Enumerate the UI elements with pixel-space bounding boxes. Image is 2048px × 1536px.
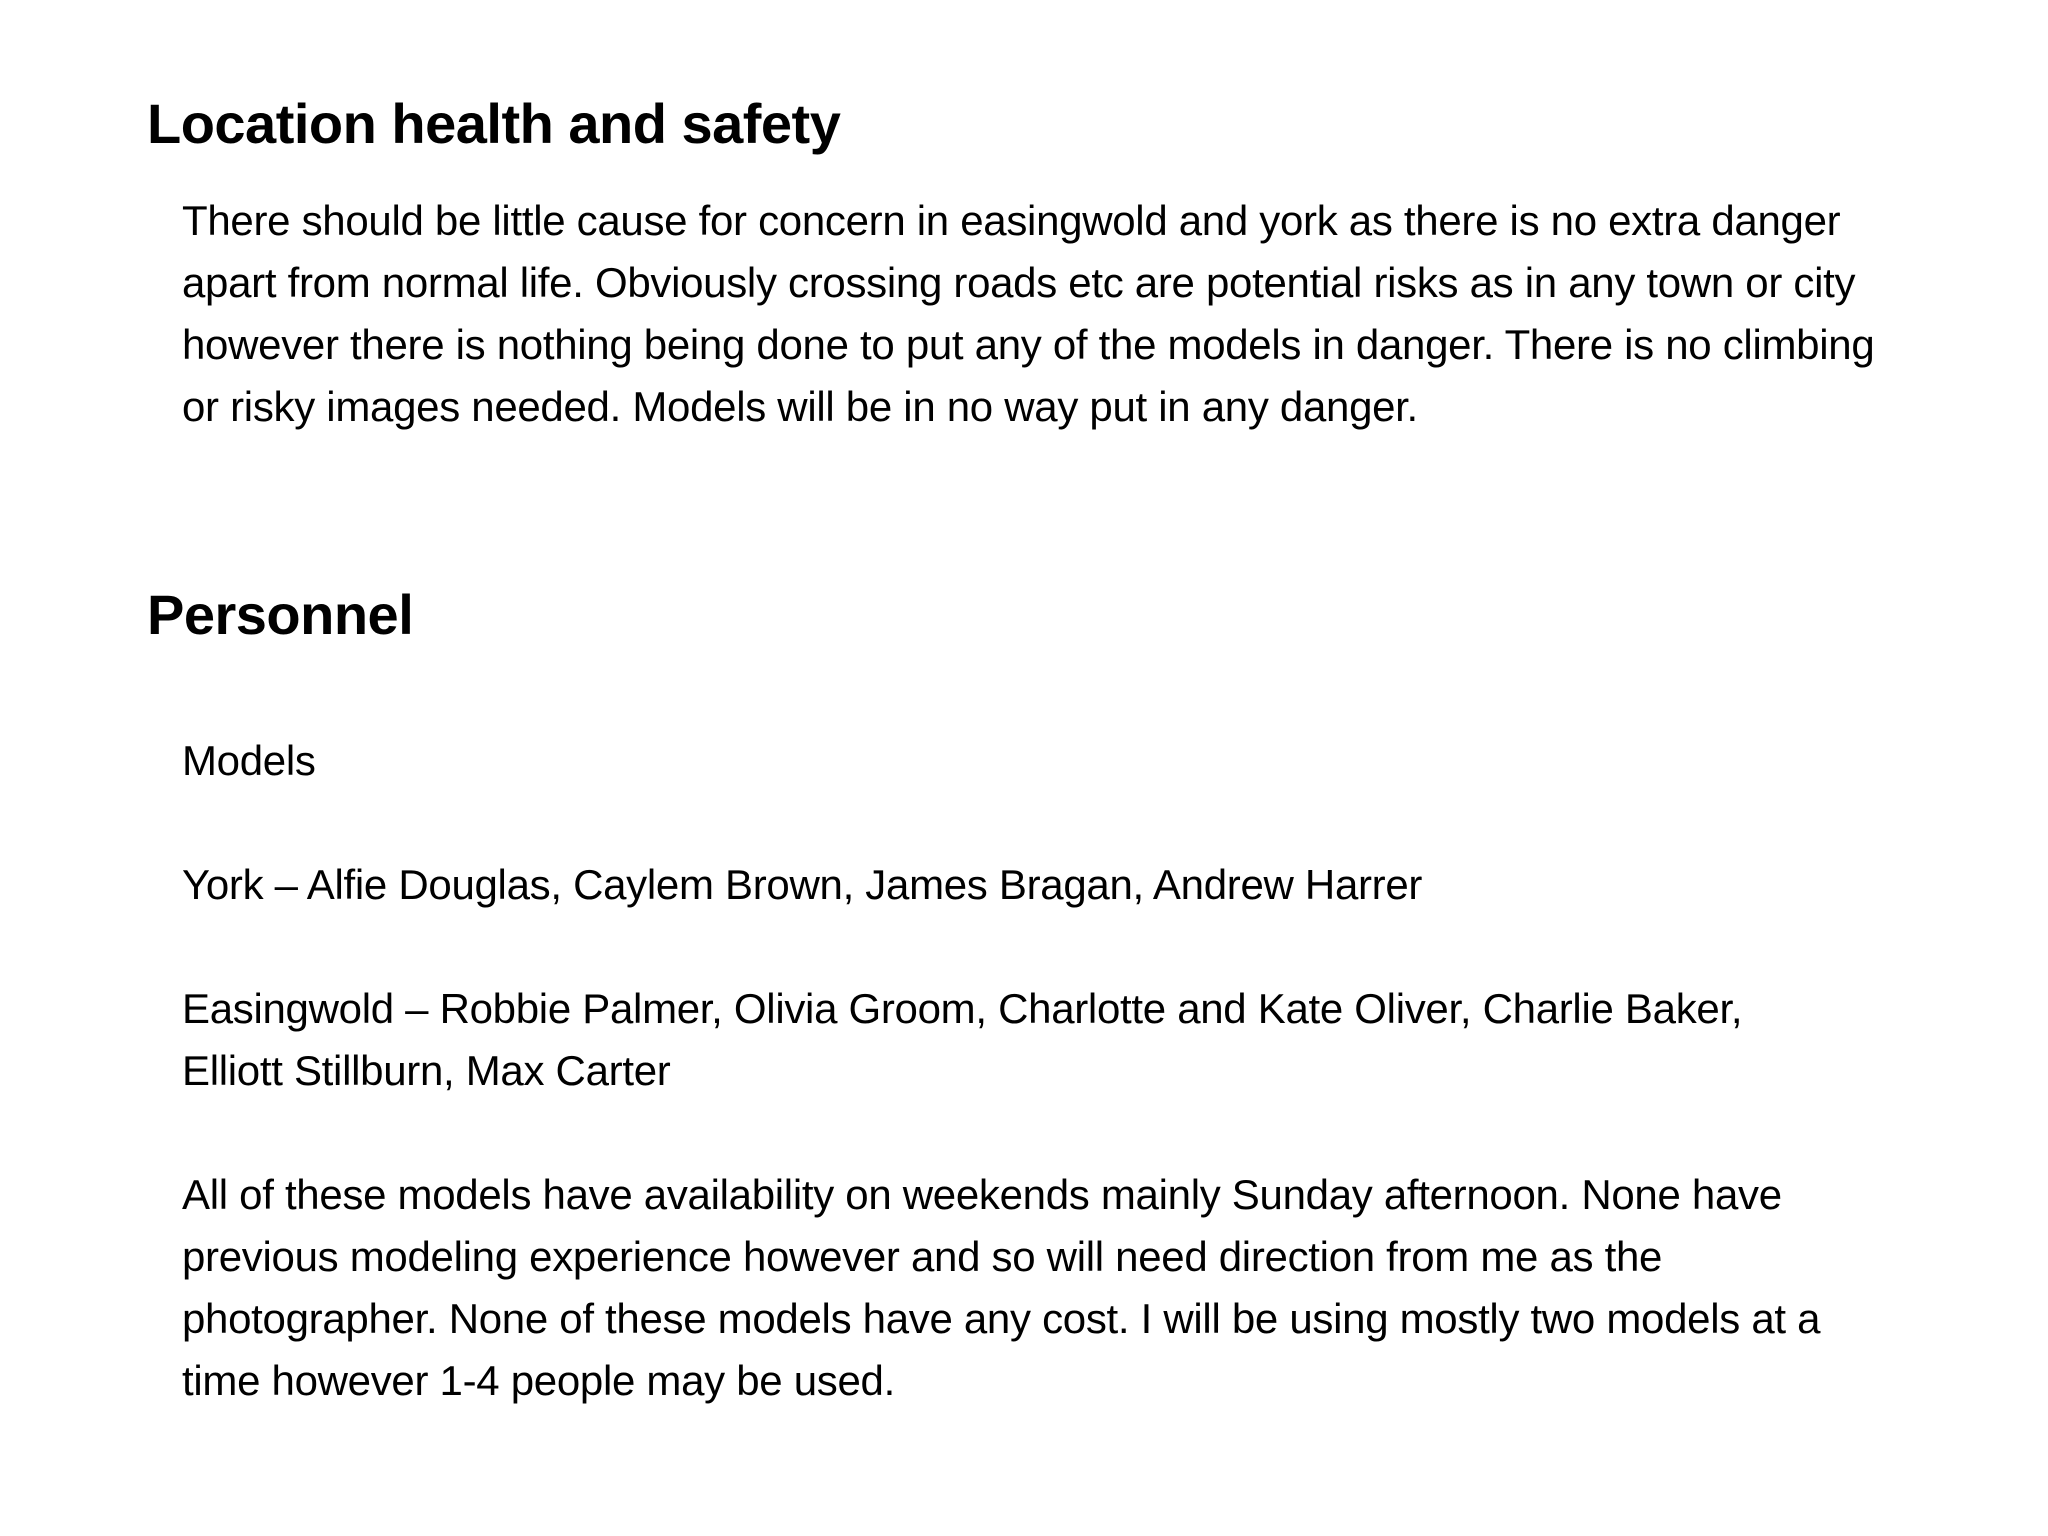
easingwold-models-text: Easingwold – Robbie Palmer, Olivia Groom, Charlotte and Kate Oliver, Charlie Baker, Elliott Stillburn, Max Carter xyxy=(182,985,1743,1094)
location-health-safety-heading: Location health and safety xyxy=(147,92,841,155)
personnel-heading: Personnel xyxy=(147,583,414,646)
york-models-text: York – Alfie Douglas, Caylem Brown, James Bragan, Andrew Harrer xyxy=(182,861,1423,908)
location-health-safety-text: There should be little cause for concern in easingwold and york as there is no extra danger apart from normal life. Obviously crossing roads etc are potential risks as in any town or city however there is nothing being done to put any of the models in danger. There is no climbing or risky images needed. Models will be in no way put in any danger. xyxy=(182,197,1875,430)
models-label: Models xyxy=(182,737,316,784)
models-availability-text: All of these models have availability on weekends mainly Sunday afternoon. None have previous modeling experience however and so will need direction from me as the photographer. None of these models have any cost. I will be using mostly two models at a time however 1-4 people may be used. xyxy=(182,1171,1821,1404)
